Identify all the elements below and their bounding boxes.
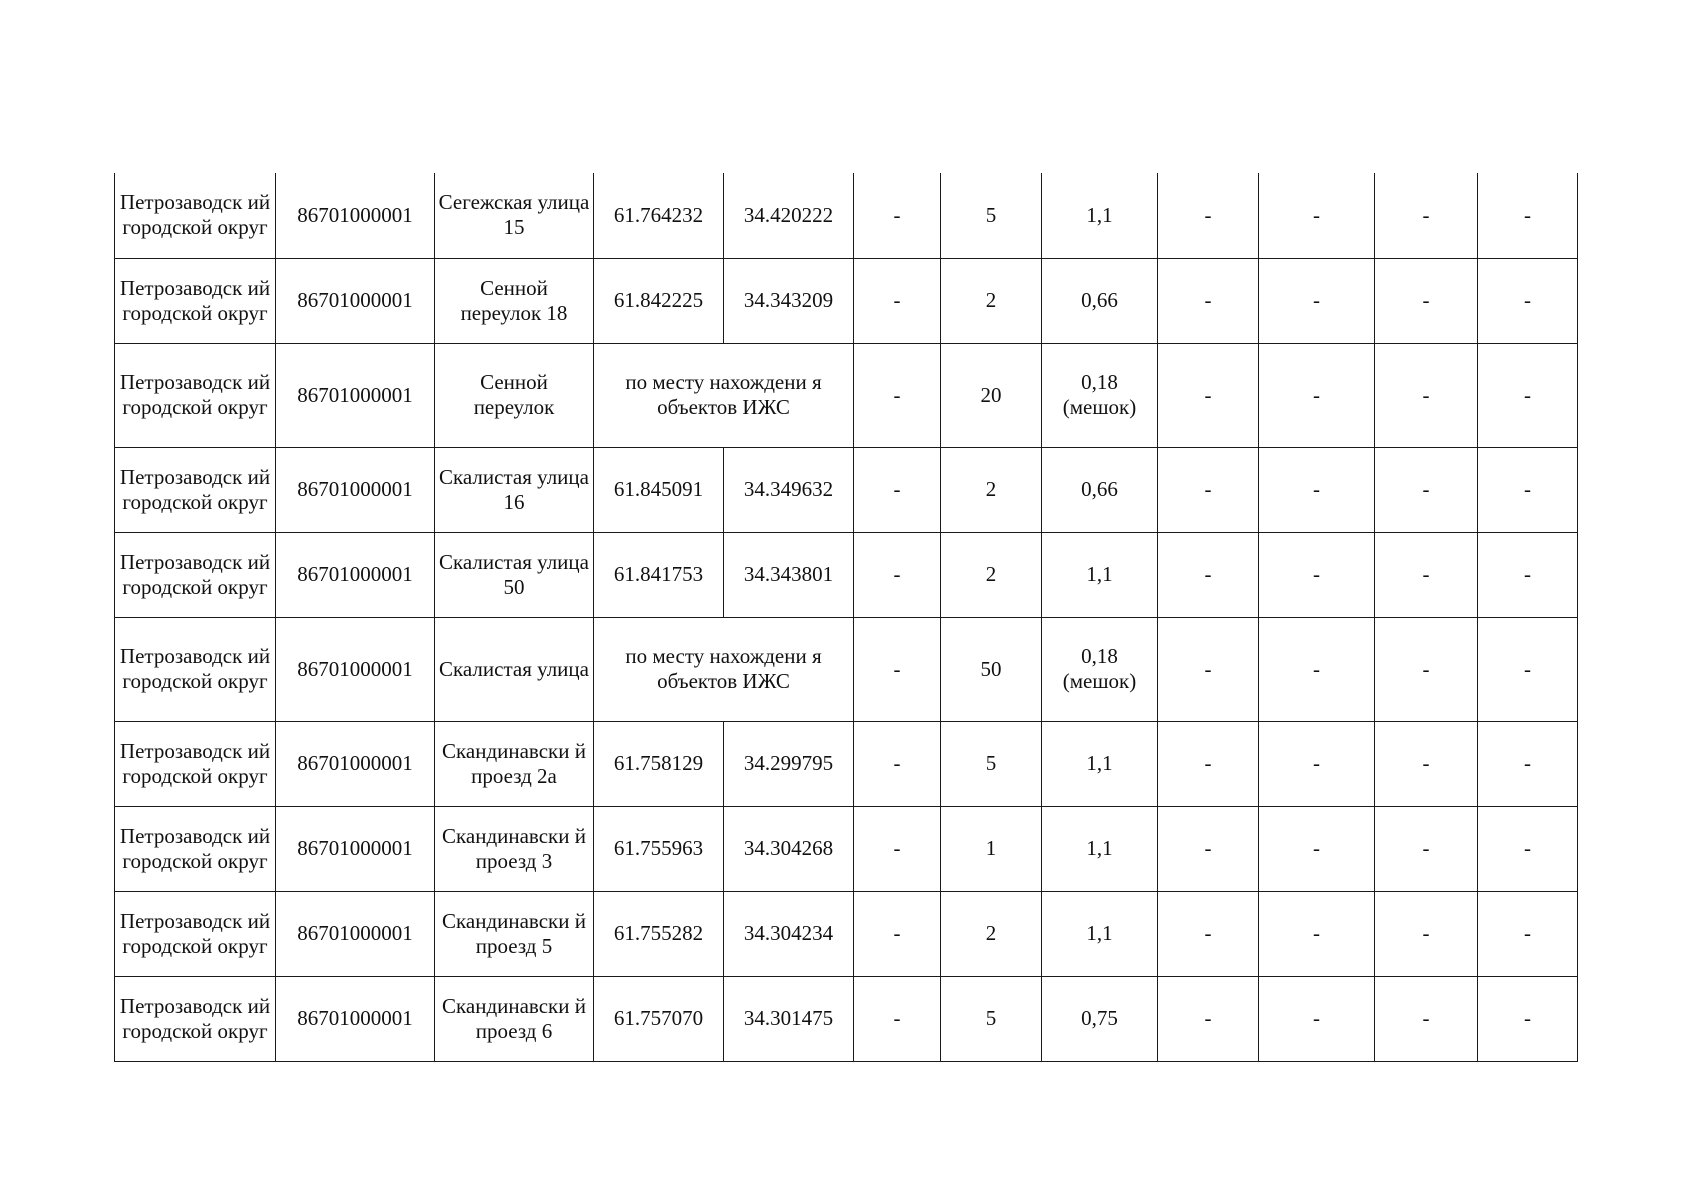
municipality-cell: Петрозаводск ий городской округ <box>115 617 276 721</box>
dash-cell: - <box>1158 617 1259 721</box>
address-cell: Сенной переулок <box>435 343 594 447</box>
dash-cell: - <box>854 532 941 617</box>
dash-cell: - <box>854 447 941 532</box>
latitude-cell: 61.755963 <box>594 806 724 891</box>
address-cell: Скандинавски й проезд 6 <box>435 976 594 1061</box>
oktmo-cell: 86701000001 <box>276 806 435 891</box>
longitude-cell: 34.299795 <box>724 721 854 806</box>
dash-cell: - <box>854 343 941 447</box>
address-cell: Скандинавски й проезд 5 <box>435 891 594 976</box>
count-cell: 1 <box>941 806 1042 891</box>
latitude-cell: 61.755282 <box>594 891 724 976</box>
dash-cell: - <box>1375 617 1478 721</box>
dash-cell: - <box>1259 976 1375 1061</box>
dash-cell: - <box>1259 532 1375 617</box>
oktmo-cell: 86701000001 <box>276 532 435 617</box>
dash-cell: - <box>1375 721 1478 806</box>
dash-cell: - <box>1375 806 1478 891</box>
table-body <box>115 173 1578 1061</box>
volume-cell: 0,75 <box>1042 976 1158 1061</box>
municipality-cell: Петрозаводск ий городской округ <box>115 891 276 976</box>
longitude-cell: 34.304268 <box>724 806 854 891</box>
dash-cell: - <box>1478 173 1578 258</box>
dash-cell: - <box>1158 173 1259 258</box>
dash-cell: - <box>1259 617 1375 721</box>
dash-cell: - <box>1259 258 1375 343</box>
volume-cell: 1,1 <box>1042 891 1158 976</box>
municipality-cell: Петрозаводск ий городской округ <box>115 173 276 258</box>
dash-cell: - <box>1259 721 1375 806</box>
address-cell: Скалистая улица 16 <box>435 447 594 532</box>
latitude-cell: 61.841753 <box>594 532 724 617</box>
municipality-cell: Петрозаводск ий городской округ <box>115 343 276 447</box>
count-cell: 2 <box>941 258 1042 343</box>
count-cell: 2 <box>941 447 1042 532</box>
dash-cell: - <box>1259 891 1375 976</box>
address-cell: Сегежская улица 15 <box>435 173 594 258</box>
count-cell: 5 <box>941 173 1042 258</box>
dash-cell: - <box>1158 532 1259 617</box>
dash-cell: - <box>1158 258 1259 343</box>
oktmo-cell: 86701000001 <box>276 173 435 258</box>
dash-cell: - <box>854 891 941 976</box>
table-row <box>115 173 1578 258</box>
oktmo-cell: 86701000001 <box>276 617 435 721</box>
dash-cell: - <box>1478 891 1578 976</box>
dash-cell: - <box>1478 976 1578 1061</box>
dash-cell: - <box>1259 173 1375 258</box>
dash-cell: - <box>1259 343 1375 447</box>
longitude-cell: 34.304234 <box>724 891 854 976</box>
oktmo-cell: 86701000001 <box>276 976 435 1061</box>
dash-cell: - <box>1158 447 1259 532</box>
municipality-cell: Петрозаводск ий городской округ <box>115 976 276 1061</box>
count-cell: 20 <box>941 343 1042 447</box>
municipality-cell: Петрозаводск ий городской округ <box>115 806 276 891</box>
address-cell: Сенной переулок 18 <box>435 258 594 343</box>
address-cell: Скалистая улица 50 <box>435 532 594 617</box>
count-cell: 5 <box>941 976 1042 1061</box>
dash-cell: - <box>1478 617 1578 721</box>
oktmo-cell: 86701000001 <box>276 721 435 806</box>
count-cell: 50 <box>941 617 1042 721</box>
dash-cell: - <box>1375 258 1478 343</box>
table-row <box>115 891 1578 976</box>
longitude-cell: 34.349632 <box>724 447 854 532</box>
dash-cell: - <box>1375 976 1478 1061</box>
municipality-cell: Петрозаводск ий городской округ <box>115 721 276 806</box>
dash-cell: - <box>854 721 941 806</box>
dash-cell: - <box>1375 343 1478 447</box>
dash-cell: - <box>1478 721 1578 806</box>
location-note-cell: по месту нахождени я объектов ИЖС <box>594 343 854 447</box>
dash-cell: - <box>1478 806 1578 891</box>
dash-cell: - <box>1158 976 1259 1061</box>
dash-cell: - <box>1375 447 1478 532</box>
waste-sites-table <box>114 173 1578 1062</box>
latitude-cell: 61.757070 <box>594 976 724 1061</box>
latitude-cell: 61.758129 <box>594 721 724 806</box>
municipality-cell: Петрозаводск ий городской округ <box>115 447 276 532</box>
dash-cell: - <box>1478 258 1578 343</box>
oktmo-cell: 86701000001 <box>276 258 435 343</box>
dash-cell: - <box>1158 721 1259 806</box>
oktmo-cell: 86701000001 <box>276 891 435 976</box>
volume-cell: 1,1 <box>1042 806 1158 891</box>
volume-cell: 1,1 <box>1042 532 1158 617</box>
dash-cell: - <box>854 617 941 721</box>
location-note-cell: по месту нахождени я объектов ИЖС <box>594 617 854 721</box>
latitude-cell: 61.842225 <box>594 258 724 343</box>
count-cell: 2 <box>941 532 1042 617</box>
table-row <box>115 447 1578 532</box>
municipality-cell: Петрозаводск ий городской округ <box>115 258 276 343</box>
longitude-cell: 34.343209 <box>724 258 854 343</box>
volume-cell: 1,1 <box>1042 173 1158 258</box>
count-cell: 2 <box>941 891 1042 976</box>
table-row <box>115 532 1578 617</box>
address-cell: Скалистая улица <box>435 617 594 721</box>
municipality-cell: Петрозаводск ий городской округ <box>115 532 276 617</box>
longitude-cell: 34.420222 <box>724 173 854 258</box>
dash-cell: - <box>1478 447 1578 532</box>
latitude-cell: 61.764232 <box>594 173 724 258</box>
dash-cell: - <box>1478 532 1578 617</box>
volume-cell: 0,18 (мешок) <box>1042 617 1158 721</box>
table-row <box>115 258 1578 343</box>
dash-cell: - <box>1259 447 1375 532</box>
volume-cell: 1,1 <box>1042 721 1158 806</box>
latitude-cell: 61.845091 <box>594 447 724 532</box>
address-cell: Скандинавски й проезд 3 <box>435 806 594 891</box>
volume-cell: 0,66 <box>1042 258 1158 343</box>
dash-cell: - <box>1259 806 1375 891</box>
dash-cell: - <box>1158 806 1259 891</box>
dash-cell: - <box>854 173 941 258</box>
dash-cell: - <box>854 976 941 1061</box>
dash-cell: - <box>1158 891 1259 976</box>
dash-cell: - <box>854 806 941 891</box>
dash-cell: - <box>1375 173 1478 258</box>
dash-cell: - <box>1478 343 1578 447</box>
dash-cell: - <box>1375 891 1478 976</box>
address-cell: Скандинавски й проезд 2а <box>435 721 594 806</box>
oktmo-cell: 86701000001 <box>276 447 435 532</box>
dash-cell: - <box>854 258 941 343</box>
table-row <box>115 806 1578 891</box>
table-row <box>115 343 1578 447</box>
longitude-cell: 34.343801 <box>724 532 854 617</box>
table-row <box>115 617 1578 721</box>
oktmo-cell: 86701000001 <box>276 343 435 447</box>
dash-cell: - <box>1375 532 1478 617</box>
volume-cell: 0,18 (мешок) <box>1042 343 1158 447</box>
count-cell: 5 <box>941 721 1042 806</box>
longitude-cell: 34.301475 <box>724 976 854 1061</box>
table-row <box>115 976 1578 1061</box>
dash-cell: - <box>1158 343 1259 447</box>
volume-cell: 0,66 <box>1042 447 1158 532</box>
table-row <box>115 721 1578 806</box>
